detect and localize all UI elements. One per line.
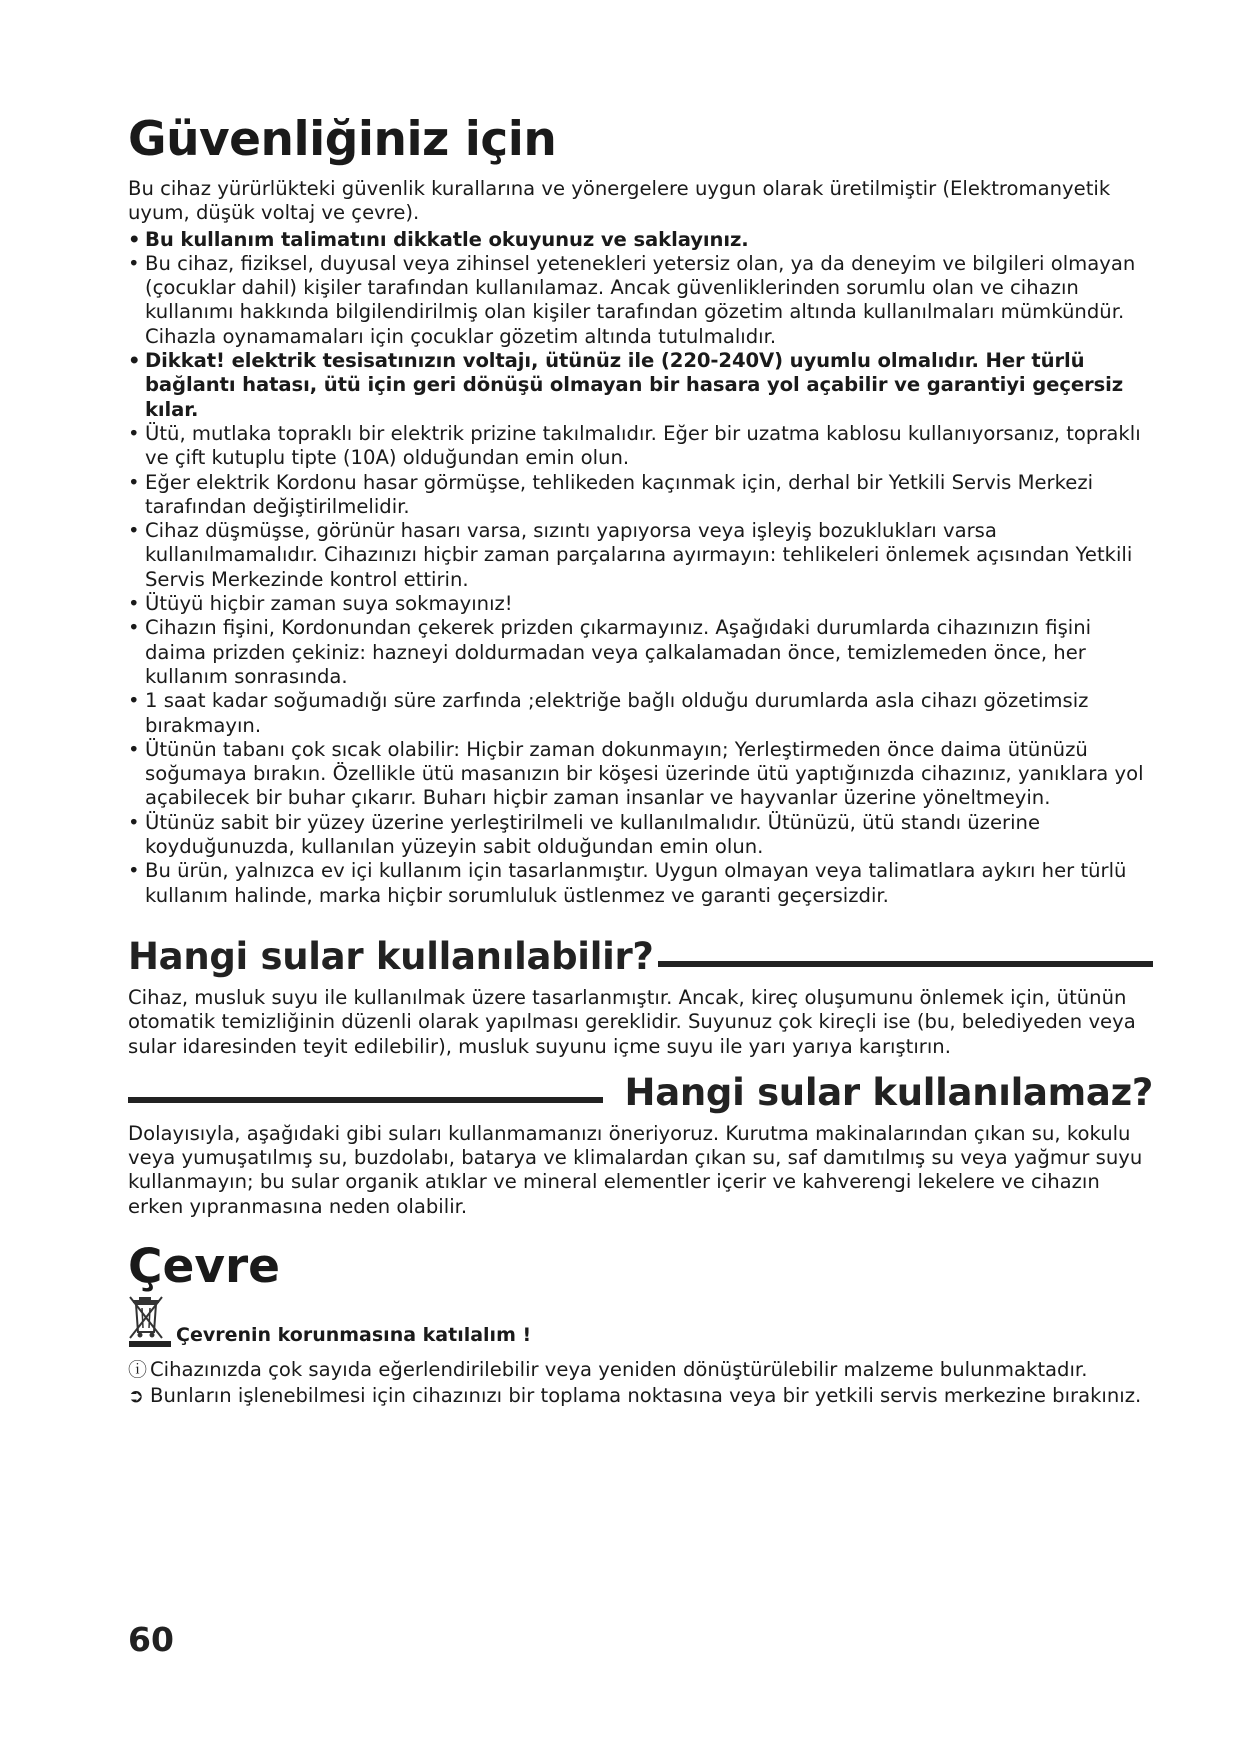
safety-bullet-item: • Dikkat! elektrik tesisatınızın voltajı, ütünüz ile (220-240V) uyumlu olmalıdır. Her türlü bağlantı hatası, ütü için geri dönüşü olmayan bir hasara yol açabilir ve garantiyi geçersiz kılar. [128, 349, 1153, 422]
safety-bullet-item: • Bu kullanım talimatını dikkatle okuyunuz ve saklayınız. [128, 228, 1153, 252]
arrow-right-icon: ➲ [128, 1385, 144, 1408]
usable-water-text: Cihaz, musluk suyu ile kullanılmak üzere tasarlanmıştır. Ancak, kireç oluşumunu önlemek için, ütünün otomatik temizliğinin düzenli olarak yapılması gereklidir. Suyunuz çok kireçli ise (bu, belediyeden veya sular idaresinden teyit edilebilir), musluk suyunu içme suyu ile yarı yarıya karıştırın. [128, 985, 1136, 1058]
safety-bullet-item: • Ütünüz sabit bir yüzey üzerine yerleştirilmeli ve kullanılmalıdır. Ütünüzü, ütü standı üzerine koyduğunuzda, kullanılan yüzeyin sabit olduğundan emin olun. [128, 811, 1153, 860]
usable-water-title: Hangi sular kullanılabilir? [128, 934, 654, 978]
environment-info-line [128, 1358, 1153, 1382]
environment-info-text: Cihazınızda çok sayıda eğerlendirilebilir veya yeniden dönüştürülebilir malzeme bulunmaktadır. [150, 1357, 1088, 1381]
safety-bullet-item: • Cihaz düşmüşse, görünür hasarı varsa, sızıntı yapıyorsa veya işleyiş bozuklukları varsa kullanılmamalıdır. Cihazınızı hiçbir zaman parçalarına ayırmayın: tehlikeleri önlemek açısından Yetkili Servis Merkezinde kontrol ettirin. [128, 519, 1153, 592]
safety-bullet-item: • Eğer elektrik Kordonu hasar görmüşse, tehlikeden kaçınmak için, derhal bir Yetkili Servis Merkezi tarafından değiştirilmelidir. [128, 471, 1153, 520]
heading-rule [128, 1097, 603, 1103]
environment-action-text: Bunların işlenebilmesi için cihazınızı bir toplama noktasına veya bir yetkili servis merkezine bırakınız. [150, 1384, 1142, 1408]
crossed-bin-icon [128, 1294, 174, 1348]
unusable-water-title: Hangi sular kullanılamaz? [624, 1070, 1153, 1114]
safety-bullet-item: • Bu ürün, yalnızca ev içi kullanım için tasarlanmıştır. Uygun olmayan veya talimatlara aykırı her türlü kullanım halinde, marka hiçbir sorumluluk üstlenmez ve garanti geçersizdir. [128, 859, 1153, 908]
heading-rule [658, 961, 1153, 967]
environment-title: Çevre [128, 1238, 281, 1294]
safety-bullet-item: • Bu cihaz, fiziksel, duyusal veya zihinsel yetenekleri yetersiz olan, ya da deneyim ve bilgileri olmayan (çocuklar dahil) kişiler tarafından kullanılamaz. Ancak güvenliklerinden sorumlu olan ve cihazın kullanımı hakkında bilgilendirilmiş olan kişiler tarafından gözetim altında kullanılmaları mümkündür. Cihazla oynamamaları için çocuklar gözetim altında tutulmalıdır. [128, 252, 1153, 349]
unusable-water-heading-row [128, 1071, 1153, 1114]
safety-bullet-item: • Ütüyü hiçbir zaman suya sokmayınız! [128, 592, 1153, 616]
usable-water-heading-row [128, 935, 1153, 978]
safety-bullet-list [128, 228, 1153, 908]
safety-bullet-item: • Ütünün tabanı çok sıcak olabilir: Hiçbir zaman dokunmayın; Yerleştirmeden önce daima ütünüzü soğumaya bırakın. Özellikle ütü masanızın bir köşesi üzerinde ütü yaptığınızda cihazınız, yanıklara yol açabilecek bir buhar çıkarır. Buharı hiçbir zaman insanlar ve hayvanlar üzerine yöneltmeyin. [128, 738, 1153, 811]
environment-section [128, 1239, 1153, 1409]
safety-intro: Bu cihaz yürürlükteki güvenlik kurallarına ve yönergelere uygun olarak üretilmiştir (Elektromanyetik uyum, düşük voltaj ve çevre). [128, 177, 1111, 225]
page-number: 60 [128, 1620, 174, 1659]
safety-title: Güvenliğiniz için [128, 112, 557, 167]
info-icon: ⓘ [128, 1358, 148, 1381]
environment-heading-row [128, 1294, 1153, 1348]
unusable-water-text: Dolayısıyla, aşağıdaki gibi suları kullanmamanızı öneriyoruz. Kurutma makinalarından çıkan su, kokulu veya yumuşatılmış su, buzdolabı, batarya ve klimalardan çıkan su, saf damıtılmış su veya yağmur suyu kullanmayın; bu sular organik atıklar ve mineral elementler içerir ve kahverengi lekelere ve cihazın erken yıpranmasına neden olabilir. [128, 1121, 1143, 1218]
manual-page [128, 112, 1153, 1409]
environment-action-line [128, 1384, 1153, 1408]
safety-bullet-item: • 1 saat kadar soğumadığı süre zarfında ;elektriğe bağlı olduğu durumlarda asla cihazı gözetimsiz bırakmayın. [128, 689, 1153, 738]
safety-bullet-item: • Cihazın fişini, Kordonundan çekerek prizden çıkarmayınız. Aşağıdaki durumlarda cihazınızın fişini daima prizden çekiniz: hazneyi doldurmadan veya çalkalamadan önce, temizlemeden önce, her kullanım sonrasında. [128, 616, 1153, 689]
environment-heading: Çevrenin korunmasına katılalım ! [176, 1323, 532, 1346]
safety-bullet-item: • Ütü, mutlaka topraklı bir elektrik prizine takılmalıdır. Eğer bir uzatma kablosu kullanıyorsanız, topraklı ve çift kutuplu tipte (10A) olduğundan emin olun. [128, 422, 1153, 471]
